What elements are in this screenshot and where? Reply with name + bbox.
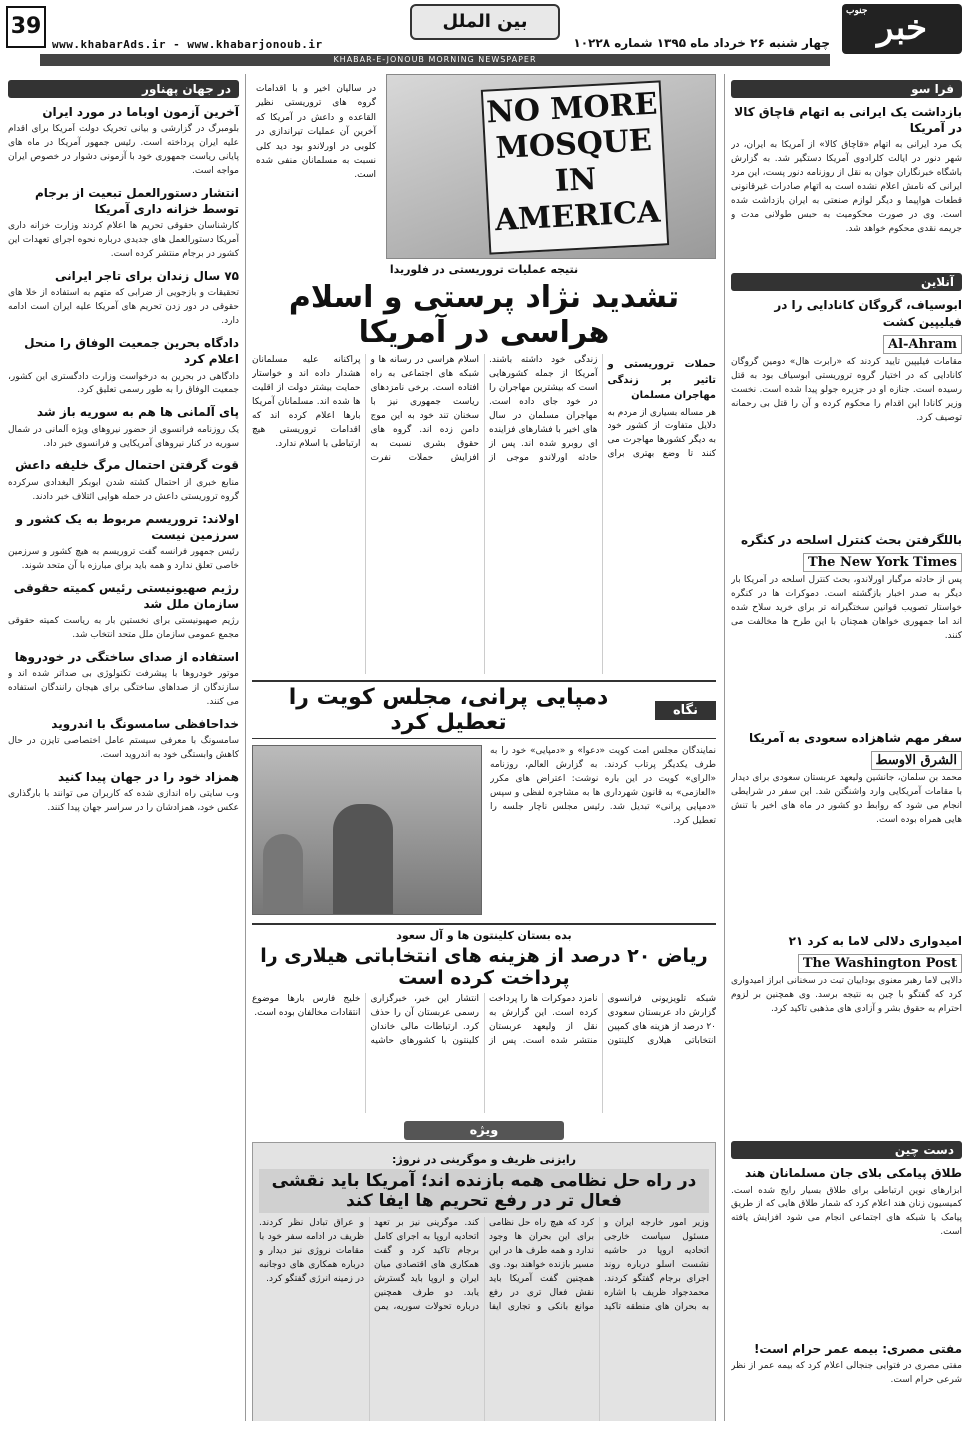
article-body: ابزارهای نوین ارتباطی برای طلاق بسیار رایج شده است. کمیسیون زنان هند اعلام کرد که شمار طلاق هایی که از طریق پیامک یا شبکه های اجتماعی انجام می شود افزایش یافته است. [731,1185,962,1238]
article-body: پس از حادثه مرگبار اورلاندو، بحث کنترل اسلحه در آمریکا بار دیگر به صدر اخبار بازگشته است. دموکرات ها در کنگره خواستار تصویب قوانین سختگیرانه تر برای خرید سلاح شده اند اما جمهوری خواهان همچنان با این طرح ها مخالفت می کنند. [731,574,962,641]
left-column [8,74,246,1421]
sub-headline: حملات تروریستی و تاثیر بر زندگی مهاجران مسلمان [607,359,716,401]
issue-info: چهار شنبه ۲۶ خرداد ماه ۱۳۹۵ شماره ۱۰۲۲۸ [573,36,830,50]
box-title-dastchin: دست چین [731,1141,962,1159]
article-body: یک مرد ایرانی به اتهام «قاچاق کالا» از آمریکا به ایران، در شهر دنور در ایالت کلرادوی آمریکا دستگیر شد. به گزارش باشگاه خبرنگاران جوان به نقل از روزنامه دنور پست، این مرد ایرانی که نامش اعلام نشده است به اتهام صادرات غیرقانونی قطعات هواپیما و دیگر لوازم صنعتی به ایران بازداشت شده است. وی در صورت محکومیت به حبس طولانی مدت و جریمه نقدی محکوم خواهد شد. [731,140,962,234]
website-urls[interactable]: www.khabarAds.ir - www.khabarjonoub.ir [52,38,323,51]
brief-body: سامسونگ با معرفی سیستم عامل اختصاصی تایزن در حال کاهش وابستگی خود به اندروید است. [8,736,239,761]
brief-headline[interactable]: استفاده از صدای ساختگی در خودروها [14,650,239,664]
source-logo: الشرق الاوسط [871,751,963,770]
brief-headline[interactable]: همزاد خود را در جهان پیدا کنید [57,770,239,785]
story-text: شبکه تلویزیونی فرانسوی گزارش داد عربستان سعودی ۲۰ درصد از هزینه های کمپین انتخاباتی هیلاری کلینتون نامزد دموکرات ها را پرداخت کرده است. این گزارش به نقل از ولیعهد عربستان منتشر شده است. پس از انتشار این خبر، خبرگزاری رسمی عربستان آن را حذف کرد. ارتباطات مالی خاندان کلینتون با کشورهای حاشیه خلیج فارس بارها موضوع انتقادات مخالفان بوده است. [252,994,716,1046]
section-band [252,680,716,739]
brief-body: یک روزنامه فرانسوی از حضور نیروهای ویژه آلمانی در شمال سوریه در کنار نیروهای آمریکایی و فرانسوی خبر داد. [8,424,239,449]
story-text: وزیر امور خارجه ایران و مسئول سیاست خارجی اتحادیه اروپا در حاشیه نشست اسلو درباره روند اجرای برجام گفتگو کردند. محمدجواد ظریف با اشاره به بحران های منطقه تاکید کرد که هیچ راه حل نظامی برای این بحران ها وجود ندارد و همه طرف ها در این مسیر بازنده خواهند بود. وی همچنین گفت آمریکا باید نقش فعال تری در رفع موانع بانکی و تجاری ایفا کند. موگرینی نیز بر تعهد اتحادیه اروپا به اجرای کامل برجام تاکید کرد و گفت همکاری های اقتصادی میان ایران و اروپا باید گسترش یابد. دو طرف همچنین درباره تحولات سوریه، یمن و عراق تبادل نظر کردند. ظریف در ادامه سفر خود با مقامات نروژی نیز دیدار و درباره همکاری های دوجانبه در زمینه انرژی گفتگو کرد. [259,1218,709,1312]
saudi-story-block [252,923,716,1113]
headline: سفر مهم شاهزاده سعودی به آمریکا [748,730,962,745]
band-headline[interactable]: دمپایی پرانی، مجلس کویت را تعطیل کرد [288,685,609,735]
protest-sign: NO MORE MOSQUE IN AMERICA [481,80,669,254]
brief-headline[interactable]: قوت گرفتن احتمال مرگ خلیفه داعش [15,458,239,473]
headline: ابوسیاف، گروگان کانادایی را در فیلیپین کشت [774,298,962,329]
box-title-farasoo: فرا سو [731,80,962,98]
lead-story [252,354,716,674]
brief-headline[interactable]: دادگاه بحرین جمعیت الوفاق را منحل اعلام کرد [24,336,239,367]
lead-photo[interactable] [386,74,716,259]
headline[interactable]: ریاض ۲۰ درصد از هزینه های انتخاباتی هیلاری را پرداخت کرده است [260,945,708,989]
brief-headline[interactable]: انتشار دستورالعمل تبعیت از برجام توسط خزانه داری آمریکا [34,185,239,217]
photo-figure [263,834,303,914]
special-tab: ویژه [404,1121,564,1140]
parliament-photo[interactable] [252,745,482,915]
brief-headline[interactable]: رژیم صهیونیستی رئیس کمیته حقوقی سازمان ملل شد [13,580,239,611]
headline: مفتی مصری: بیمه عمر حرام است! [753,1341,962,1356]
brief-body: کارشناسان حقوقی تحریم ها اعلام کردند وزارت خزانه داری آمریکا دستورالعمل های جدیدی درباره نحوه اجرای تعهدات این کشور در برجام منتشر کرده است. [8,221,239,260]
brief-body: رژیم صهیونیستی برای نخستین بار به ریاست کمیته حقوقی مجمع عمومی سازمان ملل متحد انتخاب شد. [8,616,239,641]
brief-headline[interactable]: ۷۵ سال زندان برای تاجر ایرانی [54,269,239,284]
page-number: 39 [6,6,46,48]
brief-body: دادگاهی در بحرین به درخواست وزارت دادگستری این کشور، جمعیت الوفاق را به طور رسمی تعلیق کرد. [8,371,239,396]
headline: طلاق پیامکی بلای جان مسلمانان هند [745,1166,962,1181]
band-label: نگاه [655,701,716,720]
source-logo: The Washington Post [798,954,962,973]
kicker: رایزنی ظریف و موگرینی در نروژ: [392,1153,576,1166]
logo-subtitle: جنوب [846,6,868,16]
brief-body: تحقیقات و بازجویی از ضرابی که متهم به استفاده از خلا های حقوقی در دور زدن تحریم های آمریکا علیه ایران است ادامه دارد. [8,288,239,327]
masthead [0,0,970,70]
headline: باللگرفتن بحث کنترل اسلحه در کنگره [740,532,962,547]
kicker: نتیجه عملیات تروریستی در فلوریدا [389,263,579,276]
lead-headline[interactable]: تشدید نژاد پرستی و اسلام هراسی در آمریکا [288,280,680,350]
section-title: بین الملل [410,4,560,40]
brief-headline[interactable]: پای آلمانی ها هم به سوریه باز شد [36,405,239,420]
brief-body: وب سایتی راه اندازی شده که کاربران می توانند با بارگذاری عکس خود، همزادشان را در سراسر جهان پیدا کنند. [8,789,239,814]
headline: بازداشت یک ایرانی به اتهام قاچاق کالا در آمریکا [734,105,962,136]
box-title-online: آنلاین [731,273,962,291]
special-story-block [252,1142,716,1421]
middle-column [252,74,716,1421]
article-body: محمد بن سلمان، جانشین ولیعهد عربستان سعودی برای دیدار با مقامات آمریکایی وارد واشنگتن شد. این سفر در شرایطی انجام می شود که روابط دو کشور در ماه های اخیر با تنش هایی همراه بوده است. [731,773,962,825]
article-body: مفتی مصری در فتوایی جنجالی اعلام کرد که بیمه عمر از نظر شرعی حرام است. [731,1360,962,1385]
brief-headline[interactable]: اولاند: تروریسم مربوط به یک کشور و سرزمین نیست [15,511,239,542]
kicker: بده بستان کلینتون ها و آل سعود [396,929,572,942]
brief-headline[interactable]: آخرین آزمون اوباما در مورد ایران [42,105,239,119]
photo-figure [333,804,393,914]
source-logo: Al-Ahram [883,335,962,354]
story-text: هر مساله بسیاری از مردم به دلایل متفاوت از کشور خود به دیگر کشورها مهاجرت می کنند تا وضع بهتری برای زندگی خود داشته باشند. آمریکا از جمله کشورهایی است که بیشترین مهاجران را در خود جای داده است. مهاجران مسلمان در سال های اخیر با فشارهای فزاینده ای روبرو شده اند. پس از حادثه اورلاندو موجی از اسلام هراسی در رسانه ها و شبکه های اجتماعی به راه افتاده است. برخی نامزدهای ریاست جمهوری نیز با سخنان تند خود به این موج دامن زده اند. گروه های حقوق بشری نسبت به افزایش حملات نفرت پراکنانه علیه مسلمانان هشدار داده اند و خواستار حمایت بیشتر دولت از اقلیت ها شده اند. مسلمانان آمریکا بارها اعلام کرده اند که اقدامات تروریستی هیچ ارتباطی با اسلام ندارد. [252,355,716,463]
brief-body: رئیس جمهور فرانسه گفت تروریسم به هیچ کشور و سرزمین خاصی تعلق ندارد و همه باید برای مبارزه با آن متحد شوند. [8,546,239,571]
article-body: مقامات فیلیپین تایید کردند که «رابرت هال» دومین گروگان کانادایی که در اختیار گروه تروریستی ابوسیاف بود به قتل رسیده است. جنازه او در جزیره جولو پیدا شده است. نخست وزیر کانادا این اقدام را محکوم کرده و آن را قتل بی رحمانه توصیف کرد. [731,356,962,423]
headline[interactable]: در راه حل نظامی همه بازنده اند؛ آمریکا باید نقشی فعال تر در رفع تحریم ها ایفا کند [259,1169,709,1213]
kuwait-block [252,745,716,915]
article-body: دالایی لاما رهبر معنوی بوداییان تبت در سخنانی ابراز امیدواری کرد که گفتگو با چین به نتیجه برسد. وی همچنین بر لزوم احترام به حقوق بشر و آزادی های مذهبی تاکید کرد. [731,976,962,1015]
headline: امیدواری دلالی لاما به کرد ۲۱ [788,934,962,949]
brief-body: موتور خودروها با پیشرفت تکنولوژی بی صداتر شده اند و سازندگان از صداهای ساختگی برای هیجان رانندگان استفاده می کنند. [8,669,239,708]
lead-photo-block [252,74,716,259]
brief-body: منابع خبری از احتمال کشته شدن ابوبکر البغدادی سرکرده گروه تروریستی داعش در حمله هوایی ائتلاف خبر دادند. [8,477,239,502]
right-column [724,74,962,1421]
source-logo: The New York Times [803,553,962,572]
photo-caption: در سالیان اخیر و با اقدامات گروه های تروریستی نظیر القاعده و داعش در آمریکا که آخرین آن عملیات تیراندازی در کلوبی در اورلاندو بود دید کلی نسبت به مسلمانان منفی شده است. [256,84,376,181]
brief-headline[interactable]: خداحافظی سامسونگ با اندروید [51,717,239,731]
logo-text: خبر [876,8,928,48]
box-title-world: در جهان پهناور [8,80,239,98]
brief-body: بلومبرگ در گزارشی و بیانی تحریک دولت آمریکا برای اقدام علیه ایران پرداخته است. رئیس جمهور آمریکا در ماه های پایانی ریاست جمهوری خود با آزمونی دشوار در خصوص ایران مواجه است. [8,124,239,176]
header-strap: KHABAR-E-JONOUB MORNING NEWSPAPER [40,54,830,66]
news-brief-list [8,104,239,816]
kuwait-story: نمایندگان مجلس امت کویت «دعوا» و «دمپایی» خود را به طرف یکدیگر پرتاب کردند. به گزارش العالم، روزنامه «الرای» کویت در این باره نوشت: اعتراض های مکرر «العازمی» به قانون شهرداری ها به مشاجره لفظی و سپس «دمپایی پرانی» تبدیل شد. رئیس مجلس ناچار جلسه را تعطیل کرد. [490,746,716,826]
newspaper-logo[interactable] [842,4,962,54]
